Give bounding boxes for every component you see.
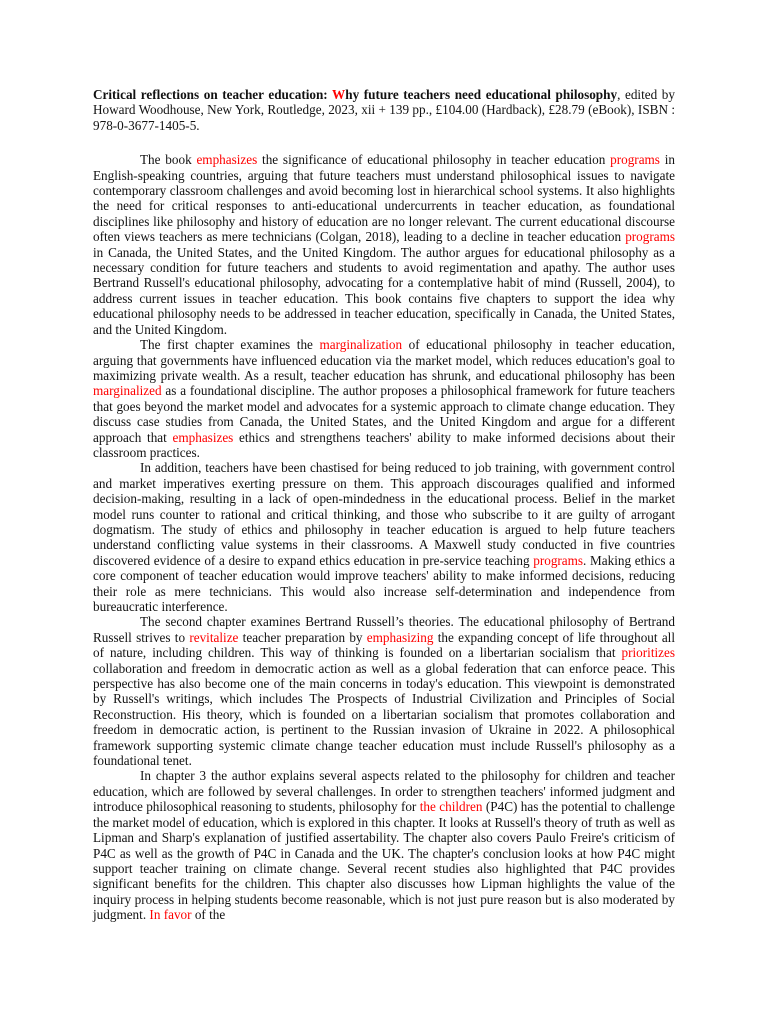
paragraph-text: The first chapter examines the xyxy=(140,337,320,353)
body-paragraph xyxy=(93,337,675,460)
book-title xyxy=(93,87,617,102)
book-citation: , edited by Howard Woodhouse, New York, Routledge, 2023, xii + 139 pp., £104.00 (Hardback), £28.79 (eBook), ISBN : 978-0-3677-1405-5. xyxy=(93,87,675,133)
book-title-part2: hy future teachers need educational philosophy xyxy=(345,87,618,102)
highlighted-word: the children xyxy=(419,799,483,815)
review-body xyxy=(93,152,675,922)
body-paragraph xyxy=(93,152,675,337)
paragraph-text: (P4C) has the potential to challenge the market model of education, which is explored in this chapter. It looks at Russell's theory of truth as well as Lipman and Sharp's explanation of justified assertability. The chapter also covers Paulo Freire's criticism of P4C as well as the growth of P4C in Canada and the UK. The chapter's conclusion looks at how P4C might support teacher training on climate change. Several recent studies also highlighted that P4C provides significant benefits for the children. This chapter also discusses how Lipman highlights the value of the inquiry process in helping students become reasonable, which is not just pure reason but is also moderated by judgment. xyxy=(93,799,676,923)
highlighted-word: emphasizes xyxy=(172,429,234,445)
body-paragraph xyxy=(93,460,675,614)
highlighted-word: emphasizes xyxy=(196,152,258,168)
highlighted-word: marginalized xyxy=(93,383,162,399)
document-page xyxy=(93,87,675,923)
paragraph-text: In addition, teachers have been chastised for being reduced to job training, with government control and market imperatives exerting pressure on them. This approach discourages qualified and informed decision-making, resulting in a lack of open-mindedness in the educational process. Belief in the market model runs counter to rational and critical thinking, and those who subscribe to it are guilty of arrogant dogmatism. The study of ethics and philosophy in teacher education is argued to help future teachers understand conflicting value systems in their classrooms. A Maxwell study conducted in five countries discovered evidence of a desire to expand ethics education in pre-service teaching xyxy=(93,460,675,568)
paragraph-text: in Canada, the United States, and the United Kingdom. The author argues for educational philosophy as a necessary condition for future teachers and students to avoid regimentation and apathy. The author uses Bertrand Russell's educational philosophy, advocating for a contemplative habit of mind (Russell, 2004), to address current issues in teacher education. This book contains five chapters to support the idea why educational philosophy needs to be addressed in teacher education, specifically in Canada, the United States, and the United Kingdom. xyxy=(93,244,675,337)
highlighted-word: In favor xyxy=(149,907,192,923)
paragraph-text: In chapter 3 the author explains several aspects related to the philosophy for children and teacher education, which are followed by several challenges. In order to strengthen teachers' informed judgment and introduce philosophical reasoning to students, philosophy for xyxy=(93,768,675,815)
highlighted-word: emphasizing xyxy=(366,629,434,645)
body-paragraph xyxy=(93,768,675,922)
highlighted-word: programs xyxy=(610,152,660,168)
paragraph-text: . Making ethics a core component of teacher education would improve teachers' ability to make informed decisions, reducing their role as mere technicians. This would also increase self-determination and independence from bureaucratic interference. xyxy=(93,552,675,614)
paragraph-text: teacher preparation by xyxy=(238,629,367,645)
highlighted-word: programs xyxy=(625,229,675,245)
paragraph-text: the significance of educational philosophy in teacher education xyxy=(257,152,611,168)
paragraph-text: of educational philosophy in teacher education, arguing that governments have influenced education via the market model, which reduces education's goal to maximizing private wealth. As a result, teacher education has shrunk, and educational philosophy has been xyxy=(93,337,675,383)
paragraph-text: in English-speaking countries, arguing that future teachers must understand philosophical issues to navigate contemporary classroom challenges and avoid becoming lost in hierarchical school systems. It also highlights the need for critical responses to anti-educational undercurrents in teacher education, as foundational disciplines like philosophy and history of education are no longer relevant. The current educational discourse often views teachers as mere technicians (Colgan, 2018), leading to a decline in teacher education xyxy=(93,152,675,245)
body-paragraph xyxy=(93,614,675,768)
highlighted-word: prioritizes xyxy=(621,645,675,661)
paragraph-text: as a foundational discipline. The author proposes a philosophical framework for future teachers that goes beyond the market model and advocates for a systemic approach to climate change education. They discuss case studies from Canada, the United States, and the United Kingdom and argue for a different approach that xyxy=(93,383,675,445)
highlighted-word: programs xyxy=(533,552,584,568)
book-citation-header xyxy=(93,87,675,133)
paragraph-text: ethics and strengthens teachers' ability to make informed decisions about their classroom practices. xyxy=(93,429,675,460)
paragraph-text: The book xyxy=(140,152,197,168)
highlighted-word: revitalize xyxy=(189,629,239,645)
paragraph-text: The second chapter examines Bertrand Russell’s theories. The educational philosophy of Bertrand Russell strives to xyxy=(93,614,675,645)
book-title-part1: Critical reflections on teacher education: xyxy=(93,87,333,102)
paragraph-text: of the xyxy=(191,907,226,923)
highlighted-word: marginalization xyxy=(319,337,403,353)
book-title-initial: W xyxy=(332,87,346,102)
paragraph-text: collaboration and freedom in democratic action as well as a global federation that can enforce peace. This perspective has also become one of the main concerns in today's education. This viewpoint is demonstrated by Russell's writings, which includes The Prospects of Industrial Civilization and Principles of Social Reconstruction. His theory, which is founded on a libertarian socialism that promotes collaboration and freedom in democratic action, is pertinent to the Russian invasion of Ukraine in 2022. A philosophical framework supporting systemic climate change teacher education must include Russell's philosophy as a foundational tenet. xyxy=(93,660,675,769)
paragraph-text: the expanding concept of life throughout all of nature, including children. This way of thinking is founded on a libertarian socialism that xyxy=(93,629,676,661)
